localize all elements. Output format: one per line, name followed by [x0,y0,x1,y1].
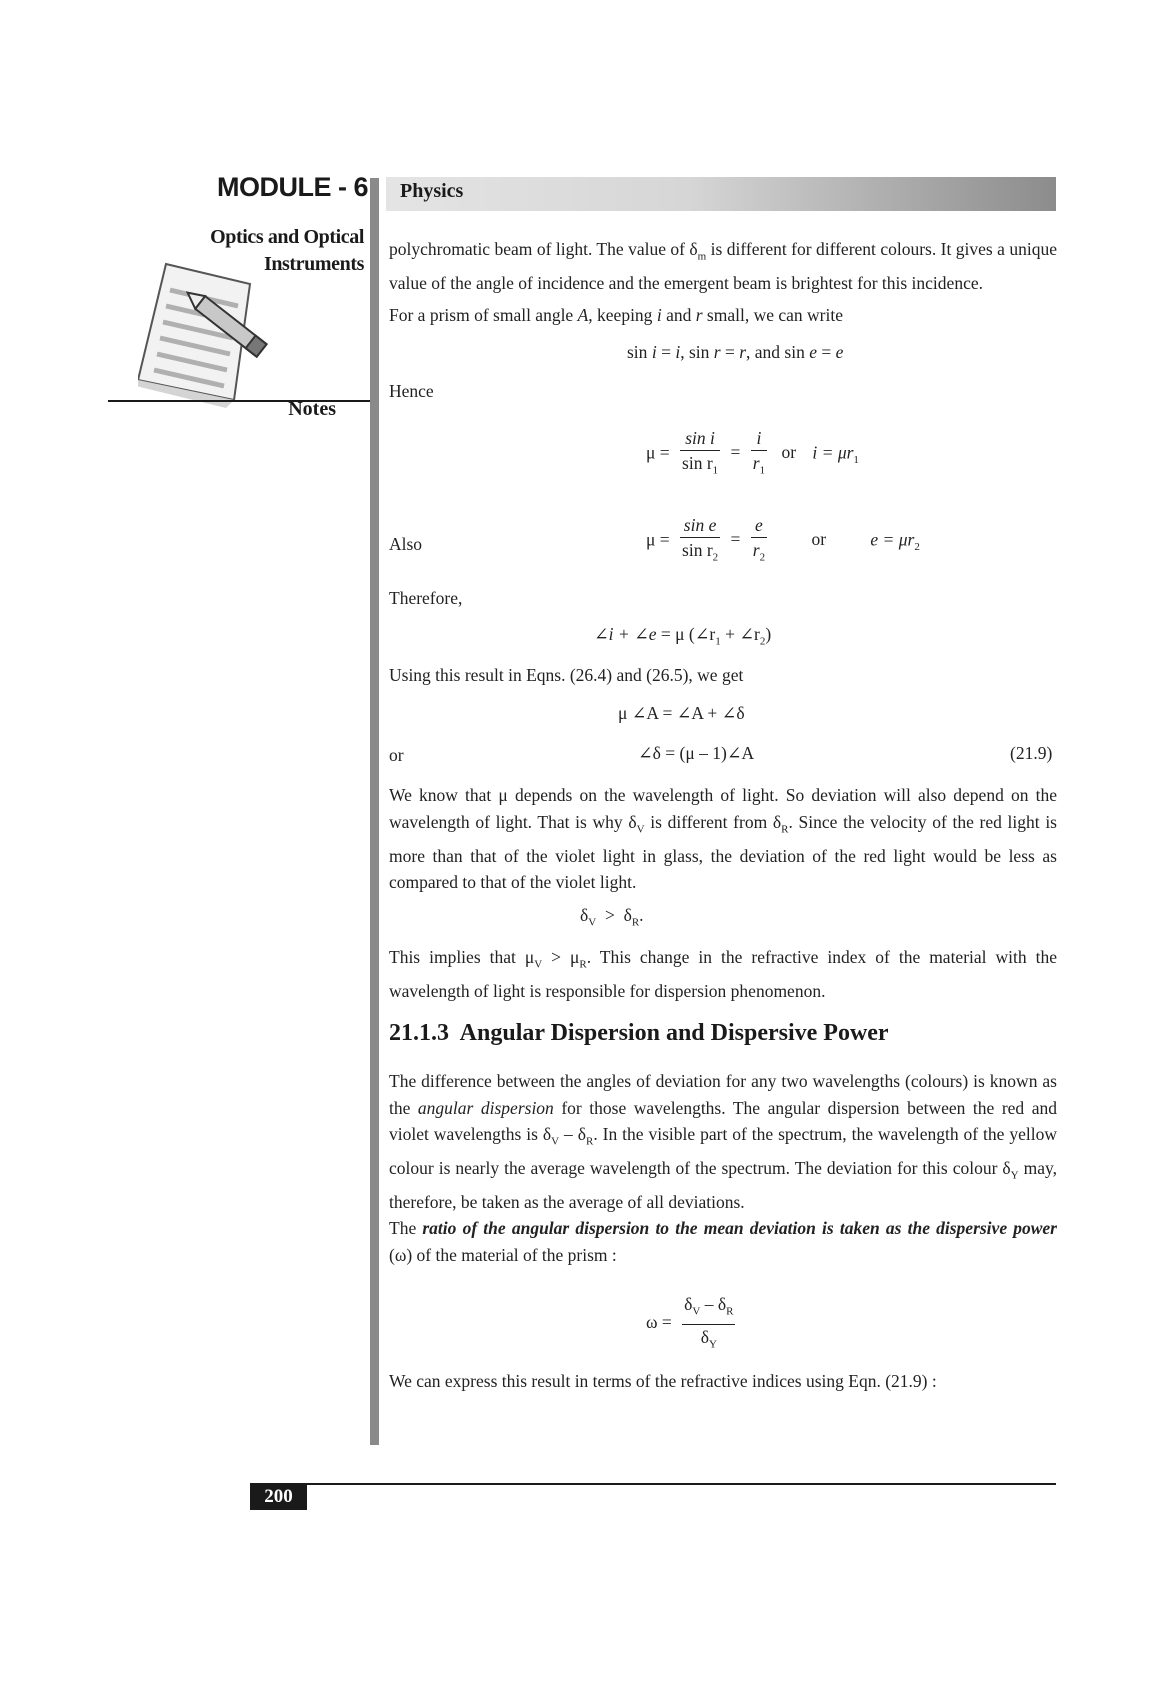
omega-lhs: ω = [646,1312,672,1333]
eqs-t6: = [816,342,836,362]
module-label: MODULE - 6 [216,172,368,202]
mu1-den2: r [752,453,760,473]
ineq-gt: > [596,905,624,925]
p4-s1: V [534,958,543,971]
mu2-num2: e [755,515,763,535]
label-therefore: Therefore, [389,588,463,608]
eqs-r1: r [713,342,721,362]
p4-c: . This change in the refractive index of the material with the wavelength of light is responsible for dispersion phenomenon. [389,947,1057,1001]
p4-s2: R [579,958,587,971]
eqs-t2: = [656,342,676,362]
p5-s1: V [551,1135,560,1148]
mu2-den2-sub: 2 [759,551,766,564]
p2-r: r [695,305,703,325]
eqs-i2: i [675,342,681,362]
sum-plus: + ∠r [720,624,760,644]
ineq-end: . [639,905,644,925]
left-margin-bar [370,178,379,1445]
eqs-t1: sin [627,342,652,362]
p2-A: A [577,305,589,325]
mu1-lhs: μ = [646,442,670,463]
mu2-lhs: μ = [646,529,670,550]
p3-c: . Since the velocity of the red light is more than that of the violet light in glass, the deviation of the red light would be less as compared to that of the violet light. [389,811,1057,892]
mu1-rhs-sub: 1 [853,453,859,466]
eqs-i1: i [651,342,657,362]
label-or: or [389,745,404,765]
page-number: 200 [250,1484,307,1510]
equation-number: (21.9) [1010,743,1053,763]
mu2-or: or [811,529,827,550]
mu1-den1: sin r [682,453,713,473]
mu1-rhs: i = μr [812,442,854,463]
p2-c: and [661,305,696,325]
omega-frac [682,1292,735,1356]
section-heading: 21.1.3 Angular Dispersion and Dispersive Power [389,1020,889,1046]
p4-b: > μ [542,947,580,967]
paragraph-angular-dispersion [389,1068,1057,1216]
label-hence: Hence [389,381,434,401]
p2-b: , keeping [588,305,657,325]
mu1-num1: sin i [685,428,715,448]
paragraph-dispersive-power [389,1215,1057,1268]
muA-rhs: = ∠A + ∠δ [658,703,745,723]
p5-e: may, therefore, be taken as the average of all deviations. [389,1158,1057,1212]
equation-mu-1 [646,426,859,483]
header-bar [386,177,1056,211]
p2-i: i [656,305,662,325]
paragraph-small-angle [389,302,1057,329]
sum-s1: 1 [715,635,721,648]
eqs-t4: = [720,342,740,362]
equation-omega [646,1292,735,1356]
delta-lhs: ∠δ [638,743,661,763]
p1-text-a: polychromatic beam of light. The value of δ [389,239,698,259]
p5-s3: Y [1010,1169,1019,1182]
p2-a: For a prism of small angle [389,305,578,325]
p6-strong: ratio of the angular dispersion to the mean deviation is taken as the dispersive power [422,1218,1057,1238]
equation-mu-A [618,703,745,724]
mu2-den1-sub: 2 [712,551,719,564]
omega-num-s2: R [726,1305,734,1318]
ineq-b: δ [623,905,632,925]
ineq-a: δ [580,905,589,925]
ineq-s1: V [588,916,597,929]
footer-rule [250,1483,1056,1485]
equation-inequality [580,905,644,929]
p5-c: – δ [559,1124,586,1144]
sum-s2: 2 [759,635,766,648]
mu2-num1: sin e [683,515,717,535]
mu1-frac-2 [751,426,767,483]
section-title-line1: Optics and Optical [210,226,364,248]
mu1-or: or [781,442,797,463]
eqs-t3: , sin [680,342,714,362]
mu1-eq: = [730,442,741,463]
p5-em: angular dispersion [417,1097,554,1118]
mu2-frac-2 [751,513,767,570]
p6-a: The [389,1218,423,1238]
sum-lhs: ∠i + ∠e [594,624,657,644]
mu2-rhs: e = μr [870,529,915,550]
equation-mu-2 [646,513,920,570]
sum-mid: = μ (∠r [656,624,716,644]
muA-lhs: μ ∠A [618,703,659,723]
omega-num-mid: – δ [700,1294,727,1314]
omega-num-s1: V [692,1305,701,1318]
omega-den-a: δ [700,1326,709,1347]
p3-b: is different from δ [644,811,782,832]
eqs-r2: r [739,342,746,362]
p1-sub: m [697,250,707,263]
equation-angle-sum [594,624,771,648]
sum-end: ) [765,624,772,644]
eqs-e1: e [809,342,817,362]
eqs-t5: , and sin [746,342,810,362]
p3-s1: V [636,823,645,835]
p5-s2: R [585,1135,594,1148]
p5-b: for those wavelengths. The angular dispersion between the red and violet wavelengths is δ [389,1097,1057,1144]
label-also: Also [389,534,423,554]
mu1-den2-sub: 1 [759,464,766,477]
p4-a: This implies that μ [389,947,535,967]
p6-b: (ω) of the material of the prism : [389,1244,617,1265]
paragraph-intro [389,236,1057,297]
p2-d: small, we can write [702,305,843,325]
p5-d: . In the visible part of the spectrum, the wavelength of the yellow colour is nearly the average wavelength of the spectrum. The deviation for this colour δ [389,1124,1058,1178]
p3-a: We know that μ depends on the wavelength of light. So deviation will also depend on the wavelength of light. That is why δ [389,785,1057,832]
omega-den-s: Y [708,1338,717,1350]
mu2-den2: r [752,540,760,560]
notes-label: Notes [288,398,336,420]
equation-delta [638,743,754,764]
subject-title: Physics [400,180,464,202]
section-title-line2: Instruments [263,253,364,275]
mu2-eq: = [730,529,741,550]
mu1-den1-sub: 1 [712,464,719,477]
mu2-rhs-sub: 2 [914,540,920,553]
ineq-s2: R [631,916,640,929]
equation-small-angle [627,342,843,363]
paragraph-implies [389,944,1057,1005]
mu1-num2: i [756,428,762,448]
mu2-frac-1 [680,513,720,570]
delta-rhs: = (μ – 1)∠A [660,743,755,763]
notes-pencil-icon [138,262,288,412]
p5-a: The difference between the angles of deviation for any two wavelengths (colours) is known as the [389,1071,1057,1118]
p3-s2: R [781,823,789,835]
paragraph-using: Using this result in Eqns. (26.4) and (26.5), we get [389,665,744,685]
mu1-frac-1 [680,426,720,483]
p1-text-b: is different for different colours. It gives a unique value of the angle of incidence and the emergent beam is brightest for this incidence. [389,239,1057,293]
mu2-den1: sin r [682,540,713,560]
paragraph-wavelength [389,782,1057,896]
eqs-e2: e [835,342,844,362]
paragraph-express: We can express this result in terms of the refractive indices using Eqn. (21.9) : [389,1371,937,1391]
omega-num-a: δ [684,1294,693,1314]
